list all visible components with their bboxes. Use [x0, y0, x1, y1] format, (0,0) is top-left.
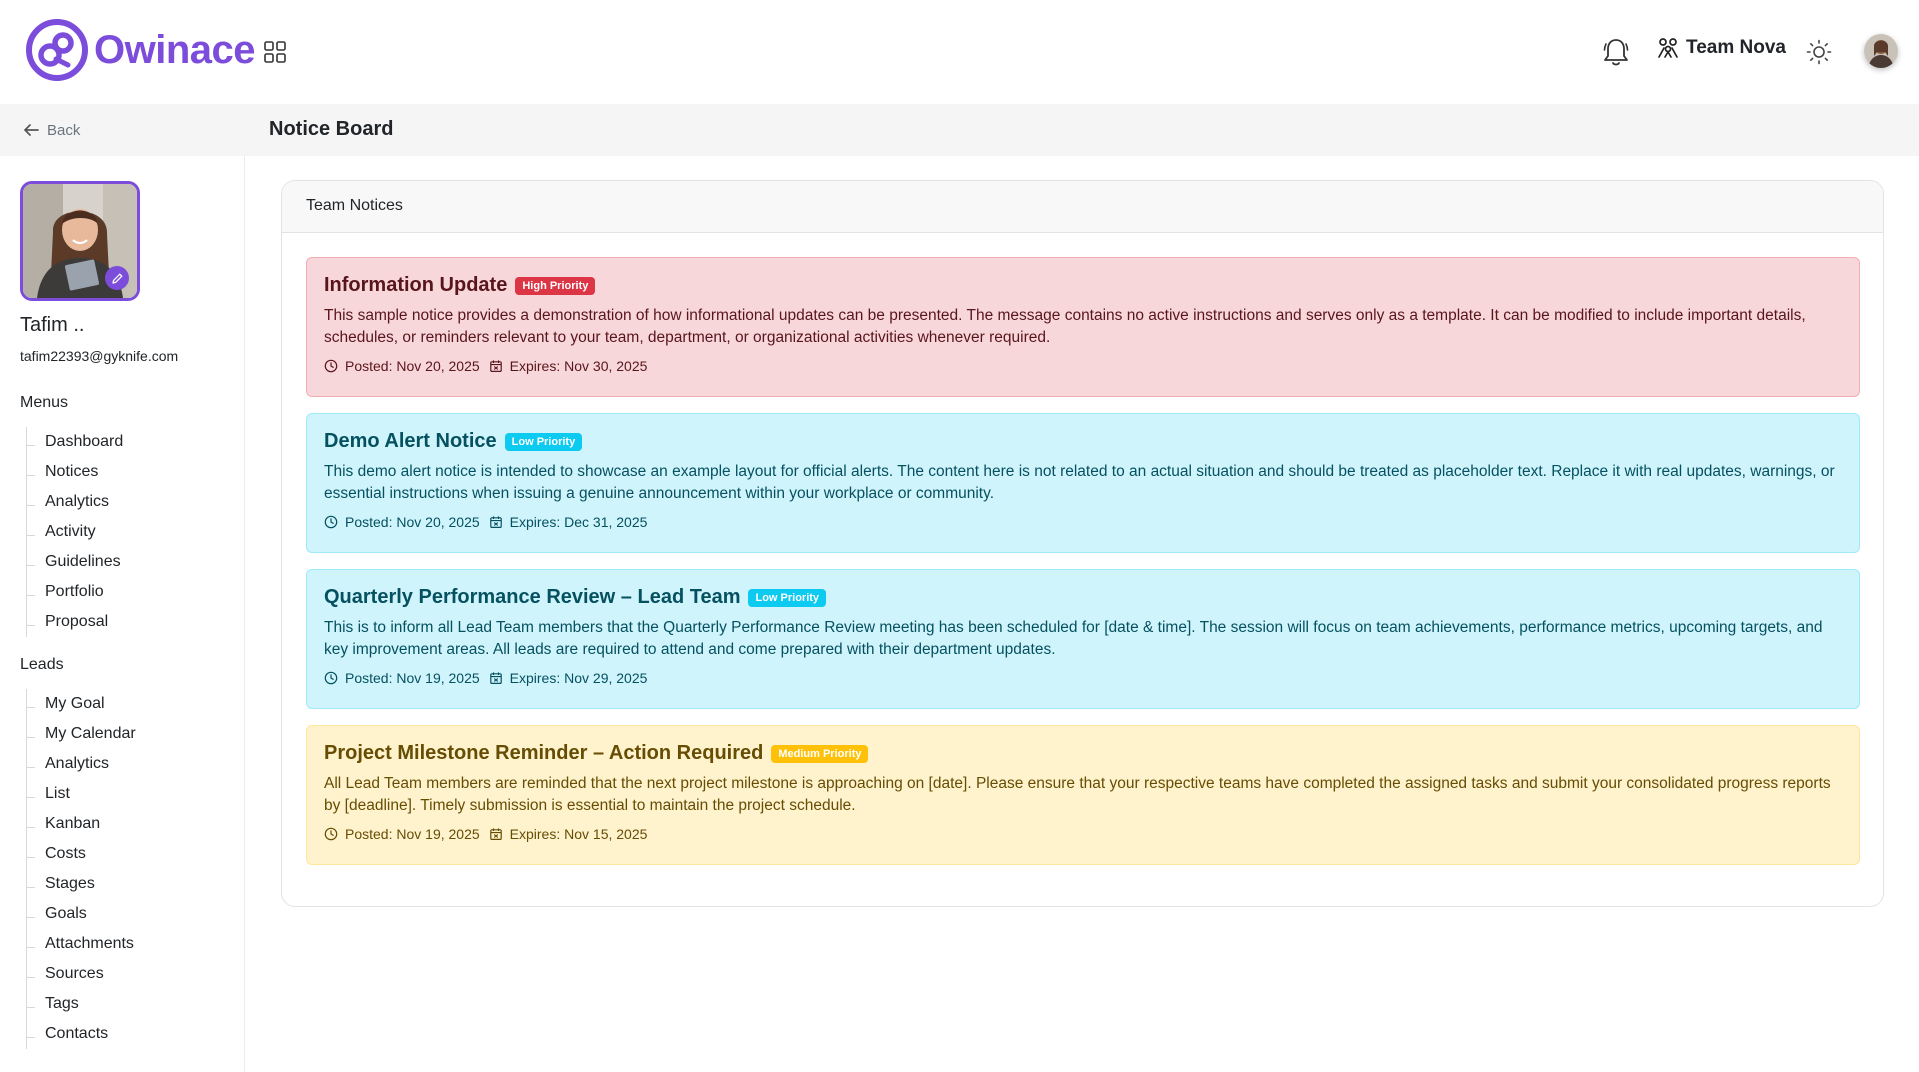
- card-title: Team Notices: [282, 181, 1883, 233]
- sidebar-item-my-calendar[interactable]: My Calendar: [27, 719, 136, 749]
- sidebar-item-guidelines[interactable]: Guidelines: [27, 547, 123, 577]
- priority-badge: High Priority: [515, 277, 595, 295]
- notice-body: This sample notice provides a demonstration of how informational updates can be presented. The message contains no active instructions and serves only as a template. It can be modified to include important details, schedules, or reminders relevant to your team, department, or organizational activities whenever required.: [324, 307, 1806, 346]
- team-icon: [1656, 36, 1680, 60]
- expiry-date: Expires: Dec 31, 2025: [509, 514, 648, 530]
- notice-item: [306, 413, 1860, 553]
- notice-body: This demo alert notice is intended to showcase an example layout for official alerts. The content here is not related to an actual situation and should be treated as placeholder text. Replace it with real updates, warnings, or essential instructions when issuing a genuine announcement within your workplace or community.: [324, 463, 1835, 502]
- calendar-icon: [489, 671, 503, 685]
- sidebar-item-tags[interactable]: Tags: [27, 989, 136, 1019]
- team-name: Team Nova: [1686, 37, 1786, 58]
- edit-photo-button[interactable]: [105, 266, 129, 290]
- owinace-logo-icon: [26, 19, 88, 81]
- notice-title: Project Milestone Reminder – Action Required: [324, 742, 764, 764]
- posted-date: Posted: Nov 20, 2025: [345, 514, 480, 530]
- sidebar-item-dashboard[interactable]: Dashboard: [27, 427, 123, 457]
- posted-date: Posted: Nov 20, 2025: [345, 358, 480, 374]
- expiry-date: Expires: Nov 29, 2025: [509, 670, 648, 686]
- clock-icon: [324, 827, 338, 841]
- sidebar-item-contacts[interactable]: Contacts: [27, 1019, 136, 1049]
- apps-grid-icon[interactable]: [264, 41, 286, 63]
- clock-icon: [324, 515, 338, 529]
- priority-badge: Low Priority: [505, 433, 583, 451]
- notice-item: [306, 725, 1860, 865]
- team-switcher[interactable]: [1656, 36, 1786, 60]
- menus-list: [26, 427, 123, 637]
- bell-icon[interactable]: [1602, 37, 1630, 67]
- calendar-icon: [489, 515, 503, 529]
- sidebar: [0, 156, 245, 1072]
- expiry-date: Expires: Nov 15, 2025: [509, 826, 648, 842]
- page-title: Notice Board: [269, 118, 394, 140]
- sidebar-item-analytics[interactable]: Analytics: [27, 487, 123, 517]
- sidebar-item-activity[interactable]: Activity: [27, 517, 123, 547]
- sidebar-item-my-goal[interactable]: My Goal: [27, 689, 136, 719]
- notice-title: Demo Alert Notice: [324, 430, 497, 452]
- calendar-icon: [489, 359, 503, 373]
- user-name: Tafim ..: [20, 314, 85, 336]
- priority-badge: Medium Priority: [771, 745, 868, 763]
- notice-body: This is to inform all Lead Team members that the Quarterly Performance Review meeting has been scheduled for [date & time]. The session will focus on team achievements, performance metrics, upcoming targets, and key improvement areas. All leads are required to attend and come prepared with their department updates.: [324, 619, 1823, 658]
- sidebar-item-proposal[interactable]: Proposal: [27, 607, 123, 637]
- arrow-left-icon: [22, 121, 40, 139]
- menus-heading: Menus: [20, 394, 69, 411]
- back-button[interactable]: [22, 121, 80, 139]
- expiry-date: Expires: Nov 30, 2025: [509, 358, 648, 374]
- sidebar-item-portfolio[interactable]: Portfolio: [27, 577, 123, 607]
- posted-date: Posted: Nov 19, 2025: [345, 670, 480, 686]
- notice-item: [306, 569, 1860, 709]
- page-subheader: [0, 104, 1919, 156]
- sidebar-item-list[interactable]: List: [27, 779, 136, 809]
- notice-body: All Lead Team members are reminded that the next project milestone is approaching on [date]. Please ensure that your respective teams have completed the assigned tasks and submit your consolidated progress reports by [deadline]. Timely submission is essential to maintain the project schedule.: [324, 775, 1831, 814]
- brand-logo[interactable]: [26, 19, 255, 81]
- calendar-icon: [489, 827, 503, 841]
- sidebar-item-goals[interactable]: Goals: [27, 899, 136, 929]
- sidebar-item-sources[interactable]: Sources: [27, 959, 136, 989]
- user-email: tafim22393@gyknife.com: [20, 348, 179, 364]
- top-navbar: [0, 0, 1919, 104]
- priority-badge: Low Priority: [748, 589, 826, 607]
- avatar-image: [1864, 34, 1898, 68]
- clock-icon: [324, 359, 338, 373]
- leads-heading: Leads: [20, 656, 64, 673]
- brand-name: Owinace: [94, 27, 256, 72]
- sidebar-item-kanban[interactable]: Kanban: [27, 809, 136, 839]
- pencil-icon: [111, 272, 124, 285]
- posted-date: Posted: Nov 19, 2025: [345, 826, 480, 842]
- clock-icon: [324, 671, 338, 685]
- user-avatar[interactable]: [1864, 34, 1898, 68]
- sidebar-item-attachments[interactable]: Attachments: [27, 929, 136, 959]
- sidebar-item-notices[interactable]: Notices: [27, 457, 123, 487]
- notice-item: [306, 257, 1860, 397]
- sidebar-item-leads-analytics[interactable]: Analytics: [27, 749, 136, 779]
- sidebar-item-stages[interactable]: Stages: [27, 869, 136, 899]
- team-notices-card: [281, 180, 1884, 907]
- leads-list: [26, 689, 136, 1049]
- notice-title: Information Update: [324, 274, 508, 296]
- notice-title: Quarterly Performance Review – Lead Team: [324, 586, 741, 608]
- sidebar-item-costs[interactable]: Costs: [27, 839, 136, 869]
- back-label: Back: [47, 121, 81, 139]
- sun-icon[interactable]: [1806, 39, 1832, 65]
